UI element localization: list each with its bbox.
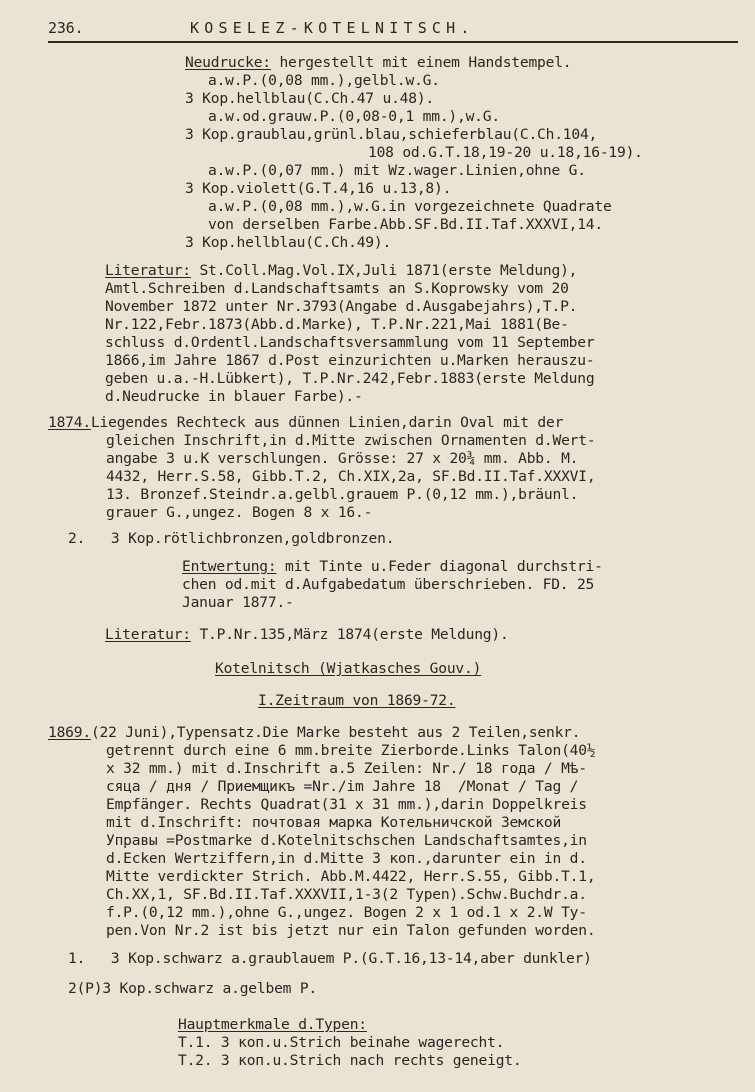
entry-line: Управы =Postmarke d.Kotelnitschschen Landschaftsamtes,in xyxy=(106,832,587,849)
list-item: 2. 3 Kop.rötlichbronzen,goldbronzen. xyxy=(68,530,395,547)
neudrucke-line: a.w.P.(0,08 mm.),w.G.in vorgezeichnete Quadrate xyxy=(208,198,612,215)
entwertung-line: mit Tinte u.Feder diagonal durchstri- xyxy=(276,558,603,575)
literatur-line: Nr.122,Febr.1873(Abb.d.Marke), T.P.Nr.221,Mai 1881(Be- xyxy=(105,316,569,333)
neudrucke-line: a.w.P.(0,07 mm.) mit Wz.wager.Linien,ohne G. xyxy=(208,162,586,179)
type-line: T.1. 3 коп.u.Strich beinahe wagerecht. xyxy=(178,1034,505,1051)
entry-line: pen.Von Nr.2 ist bis jetzt nur ein Talon gefunden worden. xyxy=(106,922,596,939)
entry-line: x 32 mm.) mit d.Inschrift a.5 Zeilen: Nr./ 18 года / Мѣ- xyxy=(106,760,587,777)
type-line: T.2. 3 коп.u.Strich nach rechts geneigt. xyxy=(178,1052,522,1069)
page-number: 236. xyxy=(48,19,84,37)
entry-line: grauer G.,ungez. Bogen 8 x 16.- xyxy=(106,504,373,521)
entry-line: Ch.XX,1, SF.Bd.II.Taf.XXXVII,1-3(2 Typen).Schw.Buchdr.a. xyxy=(106,886,587,903)
entry-line: mit d.Inschrift: почтовая марка Котельничской Земской xyxy=(106,814,562,831)
entry-1869-first xyxy=(48,724,580,742)
neudrucke-intro: hergestellt mit einem Handstempel. xyxy=(270,54,572,71)
literatur-line: November 1872 unter Nr.3793(Angabe d.Ausgabejahrs),T.P. xyxy=(105,298,578,315)
literatur-label: Literatur: xyxy=(105,262,191,279)
entwertung-line: chen od.mit d.Aufgabedatum überschrieben. FD. 25 xyxy=(182,576,595,593)
year-1874: 1874. xyxy=(48,414,91,431)
literatur-line: T.P.Nr.135,März 1874(erste Meldung). xyxy=(190,626,509,643)
neudrucke-line: a.w.od.grauw.P.(0,08-0,1 mm.),w.G. xyxy=(208,108,500,125)
neudrucke-line: 3 Kop.graublau,grünl.blau,schieferblau(C.Ch.104, xyxy=(185,126,598,143)
neudrucke-heading xyxy=(185,54,571,72)
list-item: 1. 3 Kop.schwarz a.graublauem P.(G.T.16,13-14,aber dunkler) xyxy=(68,950,592,967)
entry-1874-first xyxy=(48,414,563,432)
list-item: 2(P)3 Kop.schwarz a.gelbem P. xyxy=(68,980,317,997)
entry-line: Liegendes Rechteck aus dünnen Linien,darin Oval mit der xyxy=(90,414,564,431)
literatur-label: Literatur: xyxy=(105,626,191,643)
neudrucke-line: 3 Kop.hellblau(C.Ch.47 u.48). xyxy=(185,90,434,107)
neudrucke-line: 3 Kop.violett(G.T.4,16 u.13,8). xyxy=(185,180,452,197)
section-title: Kotelnitsch (Wjatkasches Gouv.) xyxy=(215,660,482,677)
entry-line: сяца / дня / Приемщикъ =Nr./im Jahre 18 /Monat / Tag / xyxy=(106,778,579,795)
entry-line: 4432, Herr.S.58, Gibb.T.2, Ch.XIX,2a, SF.Bd.II.Taf.XXXVI, xyxy=(106,468,596,485)
literatur2-paragraph xyxy=(105,626,509,644)
year-1869: 1869. xyxy=(48,724,91,741)
entry-line: angabe 3 u.K verschlungen. Grösse: 27 x 20¾ mm. Abb. M. xyxy=(106,450,579,467)
literatur-line: St.Coll.Mag.Vol.IX,Juli 1871(erste Meldung), xyxy=(190,262,578,279)
entry-line: f.P.(0,12 mm.),ohne G.,ungez. Bogen 2 x 1 od.1 x 2.W Ty- xyxy=(106,904,587,921)
header-rule xyxy=(48,41,738,43)
neudrucke-line: 108 od.G.T.18,19-20 u.18,16-19). xyxy=(368,144,643,161)
entry-line: d.Ecken Wertziffern,in d.Mitte 3 коп.,darunter ein in d. xyxy=(106,850,587,867)
literatur-paragraph xyxy=(105,262,577,280)
neudrucke-line: 3 Kop.hellblau(C.Ch.49). xyxy=(185,234,392,251)
entry-line: getrennt durch eine 6 mm.breite Zierborde.Links Talon(40½ xyxy=(106,742,596,759)
literatur-line: 1866,im Jahre 1867 d.Post einzurichten u.Marken herauszu- xyxy=(105,352,595,369)
literatur-line: d.Neudrucke in blauer Farbe).- xyxy=(105,388,363,405)
entwertung-line: Januar 1877.- xyxy=(182,594,294,611)
entry-line: Empfänger. Rechts Quadrat(31 x 31 mm.),darin Doppelkreis xyxy=(106,796,587,813)
entry-line: 13. Bronzef.Steindr.a.gelbl.grauem P.(0,12 mm.),bräunl. xyxy=(106,486,579,503)
period-title: I.Zeitraum von 1869-72. xyxy=(258,692,456,709)
literatur-line: geben u.a.-H.Lübkert), T.P.Nr.242,Febr.1883(erste Meldung xyxy=(105,370,595,387)
literatur-line: Amtl.Schreiben d.Landschaftsamts an S.Koprowsky vom 20 xyxy=(105,280,569,297)
neudrucke-line: von derselben Farbe.Abb.SF.Bd.II.Taf.XXXVI,14. xyxy=(208,216,603,233)
entry-line: Mitte verdickter Strich. Abb.M.4422, Herr.S.55, Gibb.T.1, xyxy=(106,868,596,885)
entry-line: gleichen Inschrift,in d.Mitte zwischen Ornamenten d.Wert- xyxy=(106,432,596,449)
page-title: KOSELEZ-KOTELNITSCH. xyxy=(190,19,475,37)
entwertung-paragraph xyxy=(182,558,603,576)
neudrucke-label: Neudrucke: xyxy=(185,54,271,71)
literatur-line: schluss d.Ordentl.Landschaftsversammlung vom 11 September xyxy=(105,334,595,351)
entwertung-label: Entwertung: xyxy=(182,558,277,575)
hauptmerkmale-label: Hauptmerkmale d.Typen: xyxy=(178,1016,367,1033)
neudrucke-line: a.w.P.(0,08 mm.),gelbl.w.G. xyxy=(208,72,440,89)
entry-line: (22 Juni),Typensatz.Die Marke besteht aus 2 Teilen,senkr. xyxy=(90,724,581,741)
